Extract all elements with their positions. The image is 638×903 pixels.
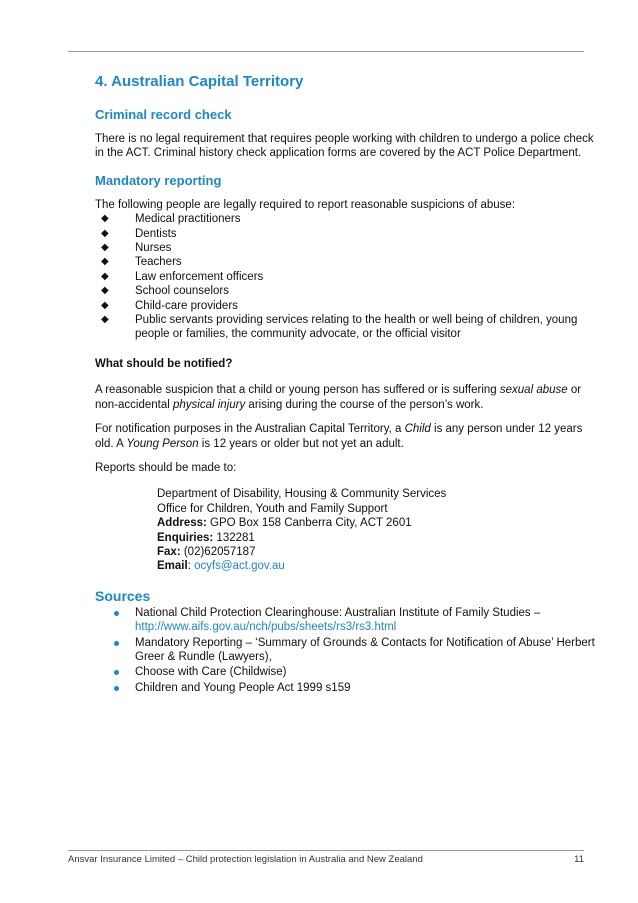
office-name: Office for Children, Youth and Family Support — [157, 502, 388, 515]
bullet-icon: ◆ — [101, 256, 109, 268]
enquiries-line: Enquiries: 132281 — [157, 531, 255, 544]
list-item: ◆ Dentists — [101, 227, 177, 240]
source-link[interactable]: http://www.aifs.gov.au/nch/pubs/sheets/rs3/rs3.html — [135, 621, 397, 634]
list-item: ◆ Law enforcement officers — [101, 270, 264, 283]
bullet-icon: ◆ — [101, 270, 109, 282]
page-footer — [68, 854, 584, 865]
notify-paragraph-2: For notification purposes in the Australian Capital Territory, a Child is any person under 12 years old. A Young Person is 12 years or older but not yet an adult. — [95, 423, 583, 450]
list-item: Children and Young People Act 1999 s159 — [95, 681, 595, 695]
list-item: ◆ Nurses — [101, 242, 172, 255]
list-item: ◆ Medical practitioners — [101, 213, 241, 226]
fax-line: Fax: (02)62057187 — [157, 545, 256, 558]
notify-paragraph-1: A reasonable suspicion that a child or young person has suffered or is suffering sexual abuse or non-accidental physical injury arising during the course of the person’s work. — [95, 384, 582, 411]
bullet-icon: ◆ — [101, 213, 109, 225]
address-line: Address: GPO Box 158 Canberra City, ACT 2601 — [157, 517, 412, 530]
page-number: 11 — [574, 854, 584, 865]
reports-to: Reports should be made to: — [95, 461, 237, 474]
department-name: Department of Disability, Housing & Community Services — [157, 488, 447, 501]
notify-heading: What should be notified? — [95, 357, 233, 370]
footer-rule — [68, 850, 584, 851]
bullet-icon: ◆ — [101, 285, 109, 297]
bullet-icon: ◆ — [101, 299, 109, 311]
list-item: Choose with Care (Childwise) — [95, 665, 595, 679]
bullet-icon: ◆ — [101, 314, 109, 326]
bullet-icon — [114, 670, 119, 675]
footer-text: Ansvar Insurance Limited – Child protection legislation in Australia and New Zealand — [68, 854, 423, 865]
bullet-icon — [114, 611, 119, 616]
list-item: ◆ Teachers — [101, 256, 182, 269]
mandatory-intro: The following people are legally required to report reasonable suspicions of abuse: — [95, 198, 516, 211]
email-link[interactable]: ocyfs@act.gov.au — [194, 560, 285, 573]
email-line: Email: ocyfs@act.gov.au — [157, 560, 285, 573]
list-item: ◆ Public servants providing services relating to the health or well being of children, young people or families, the community advocate, or the official visitor — [101, 314, 578, 341]
section-heading: 4. Australian Capital Territory — [95, 73, 304, 90]
contact-address-block — [157, 487, 595, 573]
bullet-icon: ◆ — [101, 227, 109, 239]
header-rule — [68, 51, 584, 52]
sources-list — [95, 606, 595, 695]
reporter-list — [95, 212, 595, 342]
document-body — [95, 73, 595, 696]
list-item: ◆ School counselors — [101, 285, 229, 298]
bullet-icon — [114, 641, 119, 646]
mandatory-reporting-heading: Mandatory reporting — [95, 172, 222, 188]
list-item: Mandatory Reporting – ‘Summary of Grounds & Contacts for Notification of Abuse’ Herbert Greer & Rundle (Lawyers), — [95, 636, 595, 665]
criminal-record-text: There is no legal requirement that requires people working with children to undergo a police check in the ACT. Criminal history check application forms are covered by the ACT Police Department. — [95, 133, 594, 160]
list-item: ◆ Child-care providers — [101, 299, 238, 312]
list-item: National Child Protection Clearinghouse: Australian Institute of Family Studies – http://www.aifs.gov.au/nch/pubs/sheets/rs3/rs3.html — [95, 606, 595, 635]
bullet-icon — [114, 686, 119, 691]
sources-heading: Sources — [95, 587, 151, 604]
criminal-record-heading: Criminal record check — [95, 107, 232, 122]
bullet-icon: ◆ — [101, 242, 109, 254]
